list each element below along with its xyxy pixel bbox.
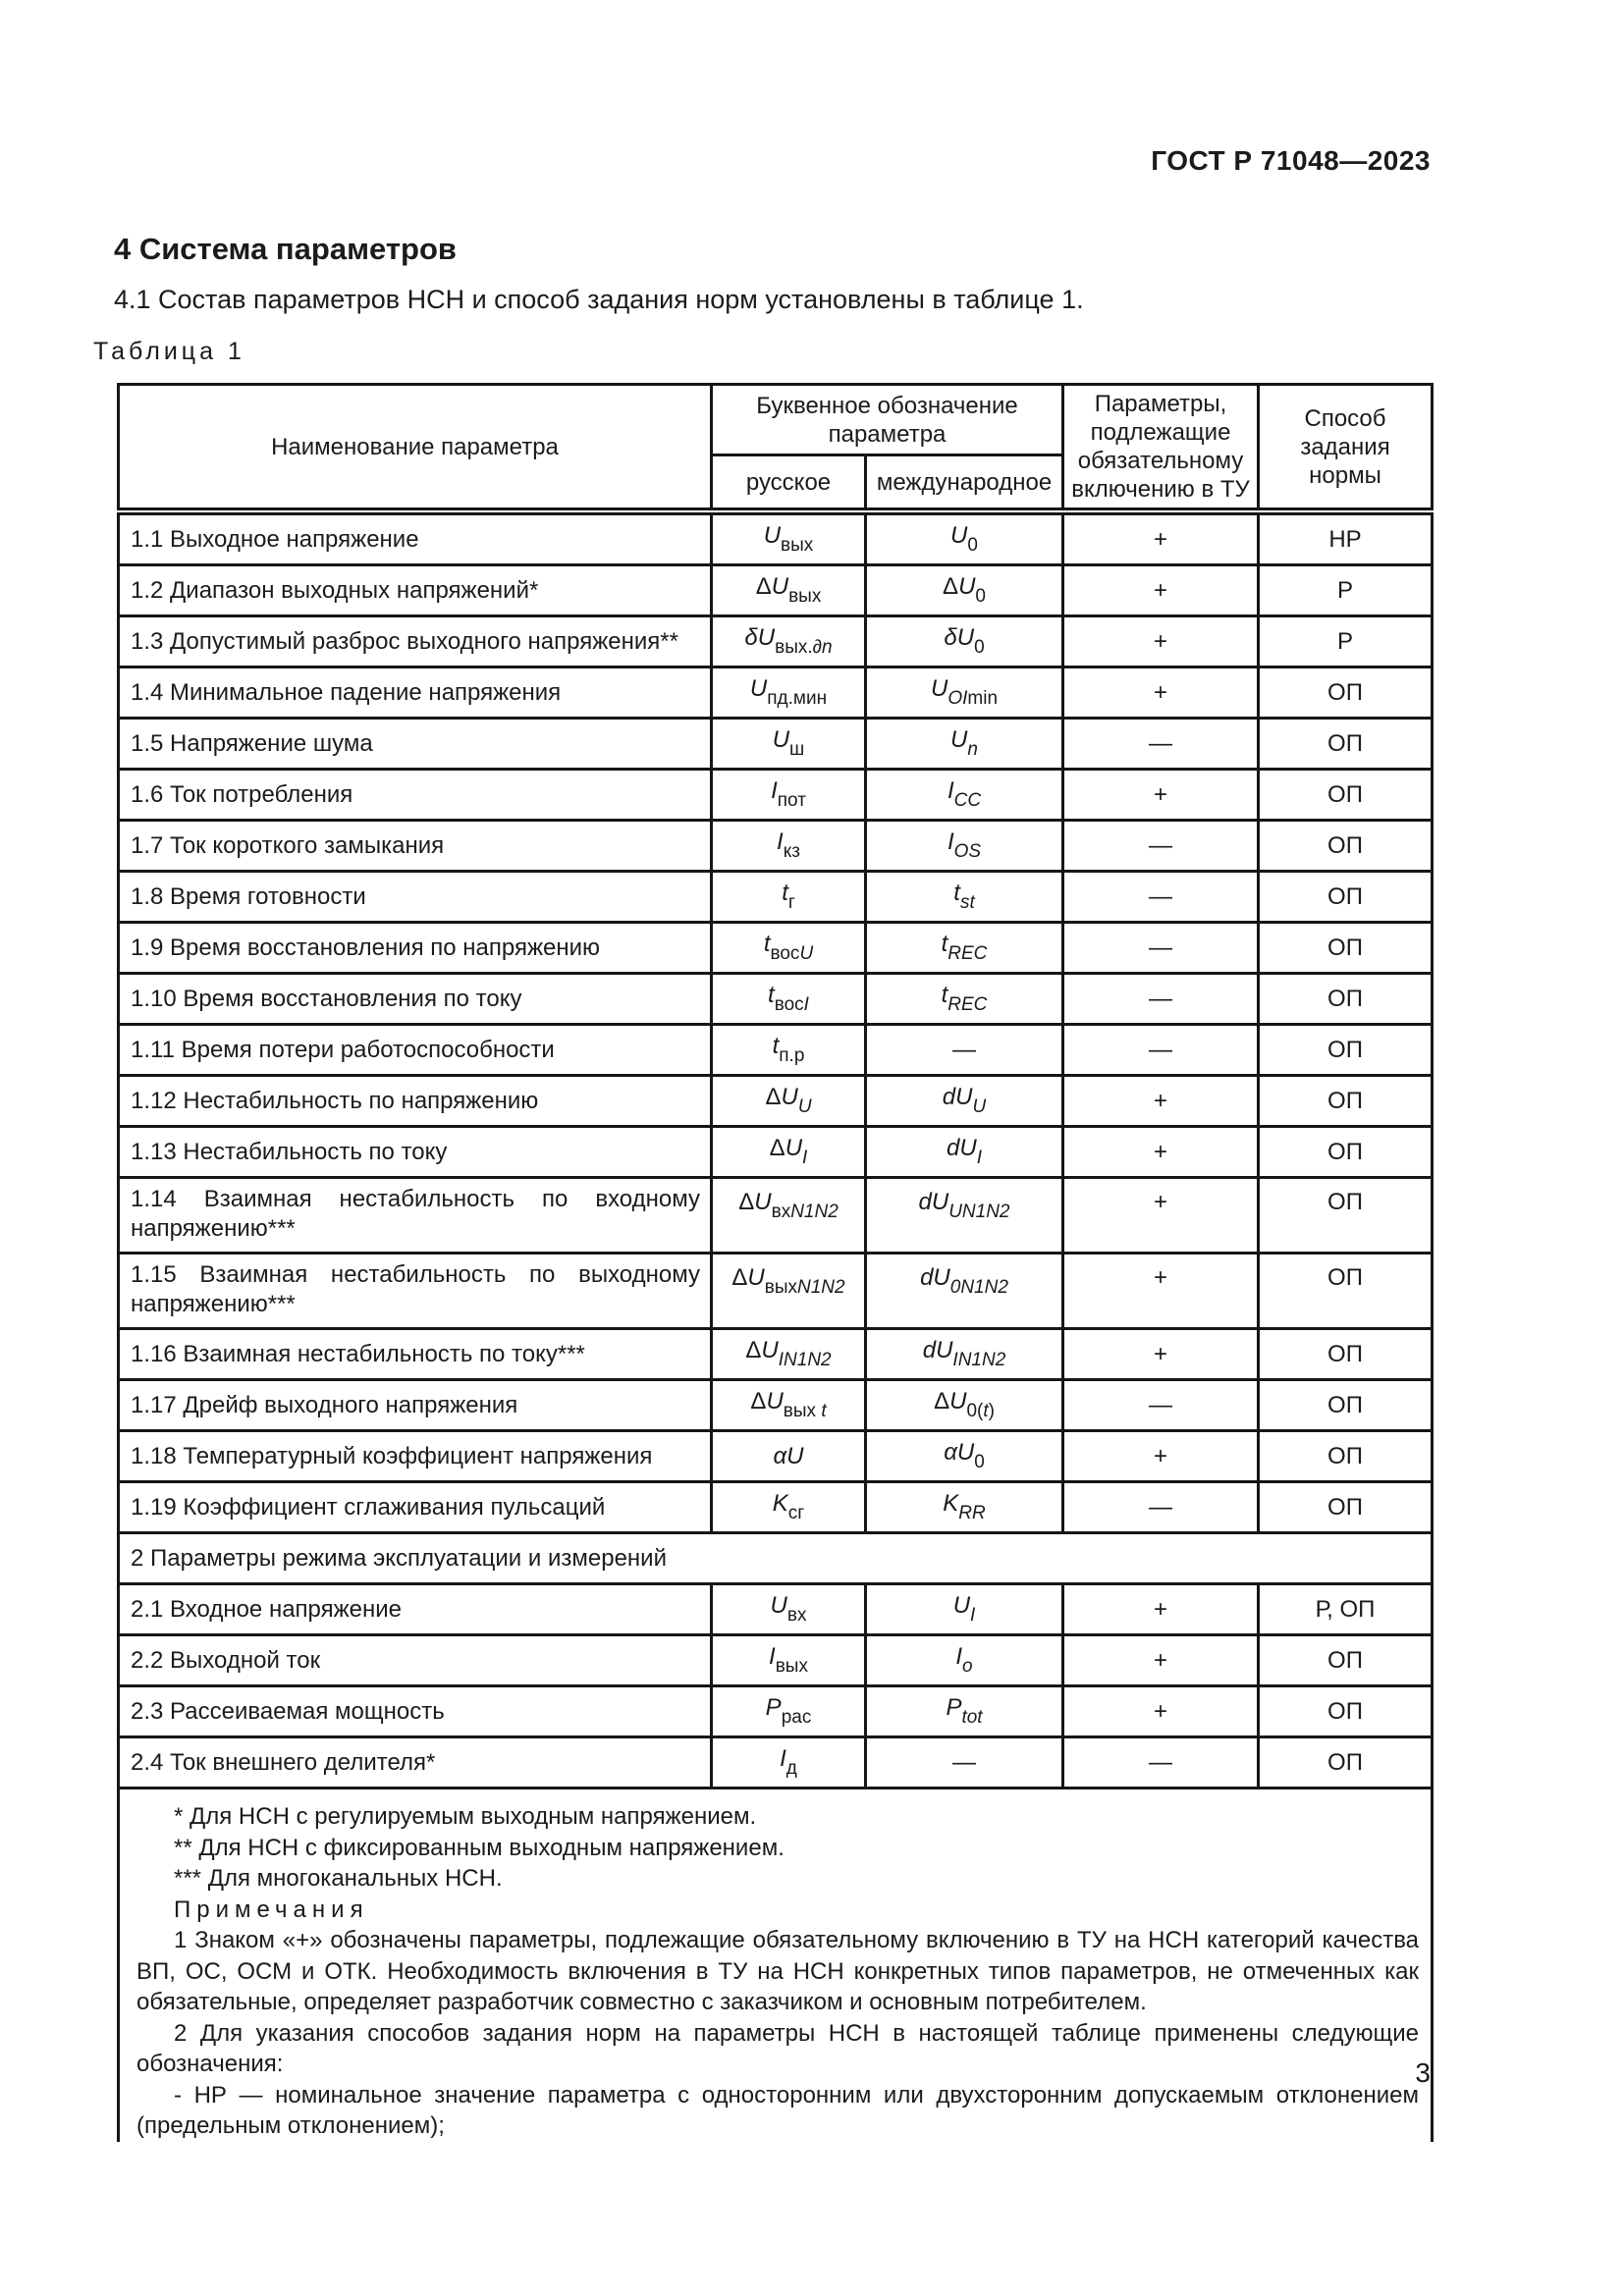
symbol-russian-cell: $I_{кз}$ — [712, 821, 866, 872]
intro-paragraph: 4.1 Состав параметров НСН и способ задания норм установлены в таблице 1. — [114, 285, 1084, 314]
param-name-cell: 1.15 Взаимная нестабильность по выходному напряжению*** — [119, 1254, 712, 1329]
table-row — [119, 565, 1433, 616]
method-cell: ОП — [1259, 821, 1433, 872]
footnote-text: *** Для многоканальных НСН. — [174, 1865, 503, 1892]
mandatory-cell: + — [1063, 770, 1259, 821]
table-row — [119, 1127, 1433, 1178]
mandatory-cell: + — [1063, 511, 1259, 565]
table-row — [119, 1431, 1433, 1482]
symbol-russian-cell: $\Delta U_{вых}$ — [712, 565, 866, 616]
table-row — [119, 1025, 1433, 1076]
method-cell: ОП — [1259, 1178, 1433, 1254]
table-row — [119, 667, 1433, 719]
symbol-international-cell: $dU_{IN1N2}$ — [866, 1329, 1063, 1380]
table-row — [119, 923, 1433, 974]
param-name-cell: 1.1 Выходное напряжение — [119, 511, 712, 565]
method-cell: ОП — [1259, 1380, 1433, 1431]
table-row — [119, 974, 1433, 1025]
mandatory-cell: — — [1063, 974, 1259, 1025]
symbol-russian-cell: $P_{рас}$ — [712, 1686, 866, 1737]
footnote-text: 2 Для указания способов задания норм на параметры НСН в настоящей таблице применены следующие обозначения: — [136, 2019, 1420, 2077]
param-name-cell: 1.9 Время восстановления по напряжению — [119, 923, 712, 974]
footnotes-heading: Примечания — [174, 1896, 369, 1923]
method-cell: Р — [1259, 565, 1433, 616]
symbol-international-cell: $t_{REC}$ — [866, 923, 1063, 974]
document-code-header: ГОСТ Р 71048—2023 — [1151, 145, 1431, 176]
symbol-russian-cell: $\Delta U_{вхN1N2}$ — [712, 1178, 866, 1254]
param-name-cell: 1.18 Температурный коэффициент напряжения — [119, 1431, 712, 1482]
mandatory-cell: + — [1063, 565, 1259, 616]
mandatory-cell: — — [1063, 923, 1259, 974]
symbol-international-cell: $\Delta U_{0(t)}$ — [866, 1380, 1063, 1431]
symbol-international-cell: $U_0$ — [866, 511, 1063, 565]
param-name-cell: 1.12 Нестабильность по напряжению — [119, 1076, 712, 1127]
mandatory-cell: — — [1063, 1737, 1259, 1789]
table-row — [119, 1178, 1433, 1254]
mandatory-cell: — — [1063, 1380, 1259, 1431]
mandatory-cell: — — [1063, 719, 1259, 770]
table-row — [119, 1482, 1433, 1533]
method-cell: ОП — [1259, 1686, 1433, 1737]
method-cell: ОП — [1259, 1254, 1433, 1329]
mandatory-cell: + — [1063, 1329, 1259, 1380]
method-cell: ОП — [1259, 1076, 1433, 1127]
symbol-russian-cell: $U_{пд.мин}$ — [712, 667, 866, 719]
symbol-international-cell: $dU_U$ — [866, 1076, 1063, 1127]
symbol-russian-cell: αU — [712, 1431, 866, 1482]
param-name-cell: 1.3 Допустимый разброс выходного напряжения** — [119, 616, 712, 667]
symbol-russian-cell: $t_{п.р}$ — [712, 1025, 866, 1076]
symbol-international-cell: $I_{OS}$ — [866, 821, 1063, 872]
symbol-international-cell: $I_o$ — [866, 1635, 1063, 1686]
symbol-international-cell: $I_{CC}$ — [866, 770, 1063, 821]
symbol-russian-cell: $U_ш$ — [712, 719, 866, 770]
footnote-text: * Для НСН с регулируемым выходным напряжением. — [174, 1803, 757, 1830]
method-cell: ОП — [1259, 1025, 1433, 1076]
param-name-cell: 2.2 Выходной ток — [119, 1635, 712, 1686]
footnote-text: - НР — номинальное значение параметра с односторонним или двухсторонним допускаемым отклонением (предельным отклонением); — [136, 2081, 1420, 2139]
table-caption: Таблица 1 — [93, 338, 245, 365]
mandatory-cell: + — [1063, 667, 1259, 719]
section-header-row — [119, 1533, 1433, 1584]
param-name-cell: 1.19 Коэффициент сглаживания пульсаций — [119, 1482, 712, 1533]
header-designation-russian: русское — [712, 455, 866, 512]
table-row — [119, 770, 1433, 821]
mandatory-cell: + — [1063, 1635, 1259, 1686]
symbol-international-cell: $\delta U_0$ — [866, 616, 1063, 667]
parameters-table-body — [119, 511, 1433, 2142]
symbol-international-cell: $t_{REC}$ — [866, 974, 1063, 1025]
symbol-russian-cell: $K_{сг}$ — [712, 1482, 866, 1533]
page-number: 3 — [1415, 2057, 1431, 2088]
symbol-russian-cell: $U_{вых}$ — [712, 511, 866, 565]
table-row — [119, 1254, 1433, 1329]
table-row — [119, 616, 1433, 667]
mandatory-cell: — — [1063, 872, 1259, 923]
footnote-text: ** Для НСН с фиксированным выходным напряжением. — [174, 1834, 785, 1861]
mandatory-cell: — — [1063, 1025, 1259, 1076]
table-row — [119, 1635, 1433, 1686]
param-name-cell: 1.5 Напряжение шума — [119, 719, 712, 770]
param-name-cell: 1.14 Взаимная нестабильность по входному напряжению*** — [119, 1178, 712, 1254]
symbol-russian-cell: $t_г$ — [712, 872, 866, 923]
symbol-international-cell: — — [866, 1737, 1063, 1789]
symbol-russian-cell: $I_{вых}$ — [712, 1635, 866, 1686]
method-cell: Р, ОП — [1259, 1584, 1433, 1635]
header-designation: Буквенное обозначение параметра — [712, 385, 1063, 455]
table-row — [119, 1737, 1433, 1789]
symbol-russian-cell: $t_{восI}$ — [712, 974, 866, 1025]
table-row — [119, 719, 1433, 770]
param-name-cell: 1.4 Минимальное падение напряжения — [119, 667, 712, 719]
table-row — [119, 821, 1433, 872]
method-cell: ОП — [1259, 872, 1433, 923]
symbol-russian-cell: $\Delta U_I$ — [712, 1127, 866, 1178]
symbol-international-cell: $dU_{0N1N2}$ — [866, 1254, 1063, 1329]
symbol-russian-cell: $\Delta U_U$ — [712, 1076, 866, 1127]
parameters-table — [117, 383, 1434, 2142]
param-name-cell: 1.10 Время восстановления по току — [119, 974, 712, 1025]
symbol-international-cell: $U_{OImin}$ — [866, 667, 1063, 719]
param-name-cell: 1.8 Время готовности — [119, 872, 712, 923]
method-cell: ОП — [1259, 1635, 1433, 1686]
mandatory-cell: + — [1063, 1686, 1259, 1737]
section-header-cell: 2 Параметры режима эксплуатации и измерений — [119, 1533, 1433, 1584]
symbol-international-cell: $dU_{UN1N2}$ — [866, 1178, 1063, 1254]
param-name-cell: 2.1 Входное напряжение — [119, 1584, 712, 1635]
method-cell: ОП — [1259, 1431, 1433, 1482]
method-cell: ОП — [1259, 1737, 1433, 1789]
table-row — [119, 1076, 1433, 1127]
method-cell: ОП — [1259, 1127, 1433, 1178]
mandatory-cell: — — [1063, 1482, 1259, 1533]
method-cell: Р — [1259, 616, 1433, 667]
param-name-cell: 1.7 Ток короткого замыкания — [119, 821, 712, 872]
method-cell: ОП — [1259, 923, 1433, 974]
symbol-russian-cell: $U_{вх}$ — [712, 1584, 866, 1635]
symbol-international-cell: $\Delta U_0$ — [866, 565, 1063, 616]
symbol-russian-cell: $\Delta U_{IN1N2}$ — [712, 1329, 866, 1380]
param-name-cell: 2.3 Рассеиваемая мощность — [119, 1686, 712, 1737]
symbol-international-cell: $K_{RR}$ — [866, 1482, 1063, 1533]
table-header — [119, 385, 1433, 512]
mandatory-cell: + — [1063, 1584, 1259, 1635]
table-header-row-top — [119, 385, 1433, 455]
mandatory-cell: + — [1063, 616, 1259, 667]
param-name-cell: 2.4 Ток внешнего делителя* — [119, 1737, 712, 1789]
param-name-cell: 1.16 Взаимная нестабильность по току*** — [119, 1329, 712, 1380]
table-row — [119, 1584, 1433, 1635]
symbol-russian-cell: $t_{восU}$ — [712, 923, 866, 974]
method-cell: ОП — [1259, 974, 1433, 1025]
method-cell: ОП — [1259, 770, 1433, 821]
header-method: Способ задания нормы — [1259, 385, 1433, 512]
mandatory-cell: + — [1063, 1254, 1259, 1329]
table-row — [119, 872, 1433, 923]
symbol-international-cell: $dU_I$ — [866, 1127, 1063, 1178]
param-name-cell: 1.11 Время потери работоспособности — [119, 1025, 712, 1076]
mandatory-cell: — — [1063, 821, 1259, 872]
mandatory-cell: + — [1063, 1431, 1259, 1482]
param-name-cell: 1.17 Дрейф выходного напряжения — [119, 1380, 712, 1431]
param-name-cell: 1.2 Диапазон выходных напряжений* — [119, 565, 712, 616]
param-name-cell: 1.6 Ток потребления — [119, 770, 712, 821]
symbol-international-cell: $U_n$ — [866, 719, 1063, 770]
symbol-international-cell: $P_{tot}$ — [866, 1686, 1063, 1737]
method-cell: ОП — [1259, 1482, 1433, 1533]
symbol-international-cell: — — [866, 1025, 1063, 1076]
header-mandatory: Параметры, подлежащие обязательному включению в ТУ — [1063, 385, 1259, 512]
param-name-cell: 1.13 Нестабильность по току — [119, 1127, 712, 1178]
footnote-text: 1 Знаком «+» обозначены параметры, подлежащие обязательному включению в ТУ на НСН категорий качества ВП, ОС, ОСМ и ОТК. Необходимость включения в ТУ на НСН конкретных типов параметров, не отмеченных как обязательные, определяет разработчик совместно с заказчиком и основным потребителем. — [136, 1927, 1420, 2015]
table-row — [119, 1329, 1433, 1380]
method-cell: ОП — [1259, 1329, 1433, 1380]
table-row — [119, 511, 1433, 565]
header-designation-international: международное — [866, 455, 1063, 512]
method-cell: ОП — [1259, 719, 1433, 770]
section-title: 4 Система параметров — [114, 232, 457, 266]
symbol-russian-cell: $\Delta U_{выхN1N2}$ — [712, 1254, 866, 1329]
mandatory-cell: + — [1063, 1178, 1259, 1254]
method-cell: НР — [1259, 511, 1433, 565]
table-row — [119, 1380, 1433, 1431]
symbol-russian-cell: $I_{пот}$ — [712, 770, 866, 821]
table-row — [119, 1686, 1433, 1737]
symbol-russian-cell: $\Delta U_{вых}$ $_t$ — [712, 1380, 866, 1431]
header-name: Наименование параметра — [119, 385, 712, 512]
method-cell: ОП — [1259, 667, 1433, 719]
symbol-international-cell: $t_{st}$ — [866, 872, 1063, 923]
symbol-international-cell: $U_I$ — [866, 1584, 1063, 1635]
mandatory-cell: + — [1063, 1127, 1259, 1178]
symbol-russian-cell: $I_д$ — [712, 1737, 866, 1789]
symbol-russian-cell: $\delta U_{вых.\partial n}$ — [712, 616, 866, 667]
mandatory-cell: + — [1063, 1076, 1259, 1127]
symbol-international-cell: $\alpha U_0$ — [866, 1431, 1063, 1482]
